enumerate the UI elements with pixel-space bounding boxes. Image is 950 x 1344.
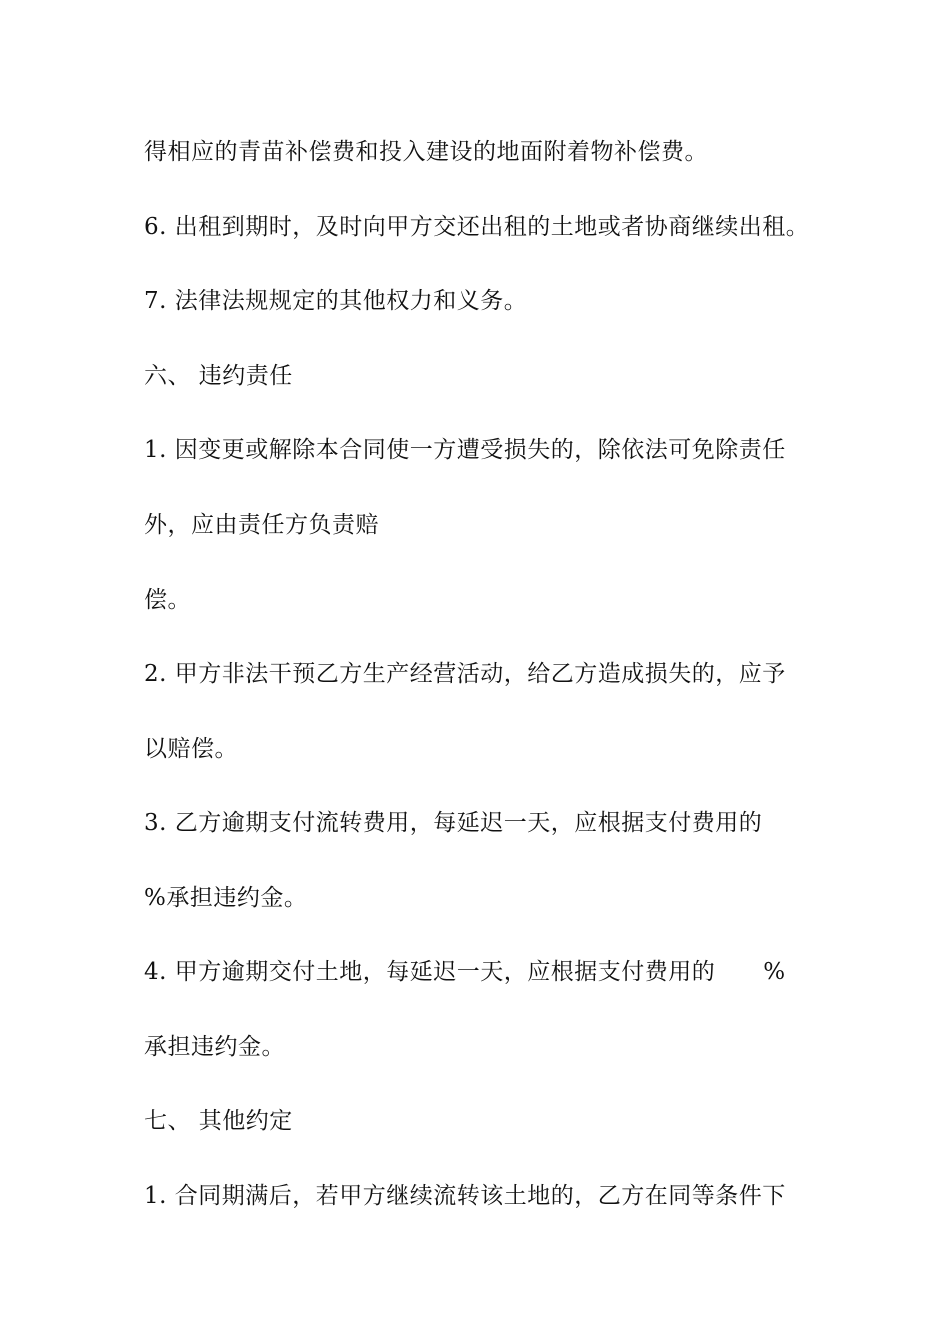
text-line-8: 2. 甲方非法干预乙方生产经营活动，给乙方造成损失的，应予 <box>144 661 786 687</box>
text-line-11: %承担违约金。 <box>144 885 308 911</box>
text-line-12-percent: % <box>763 959 786 985</box>
text-line-2: 6. 出租到期时，及时向甲方交还出租的土地或者协商继续出租。 <box>144 214 810 240</box>
section-heading-other: 七、 其他约定 <box>144 1108 293 1134</box>
text-line-12-main: 4. 甲方逾期交付土地，每延迟一天，应根据支付费用的 <box>144 959 716 985</box>
text-line-9: 以赔偿。 <box>144 736 238 762</box>
text-line-15: 1. 合同期满后，若甲方继续流转该土地的，乙方在同等条件下 <box>144 1183 786 1209</box>
text-line-13: 承担违约金。 <box>144 1034 285 1060</box>
text-line-5: 1. 因变更或解除本合同使一方遭受损失的，除依法可免除责任 <box>144 437 786 463</box>
text-line-12 <box>144 957 786 987</box>
section-heading-liability: 六、 违约责任 <box>144 363 293 389</box>
text-line-1: 得相应的青苗补偿费和投入建设的地面附着物补偿费。 <box>144 139 708 165</box>
text-line-10: 3. 乙方逾期支付流转费用，每延迟一天，应根据支付费用的 <box>144 810 763 836</box>
text-line-3: 7. 法律法规规定的其他权力和义务。 <box>144 288 528 314</box>
text-line-6: 外，应由责任方负责赔 <box>144 512 379 538</box>
text-line-7: 偿。 <box>144 587 191 613</box>
